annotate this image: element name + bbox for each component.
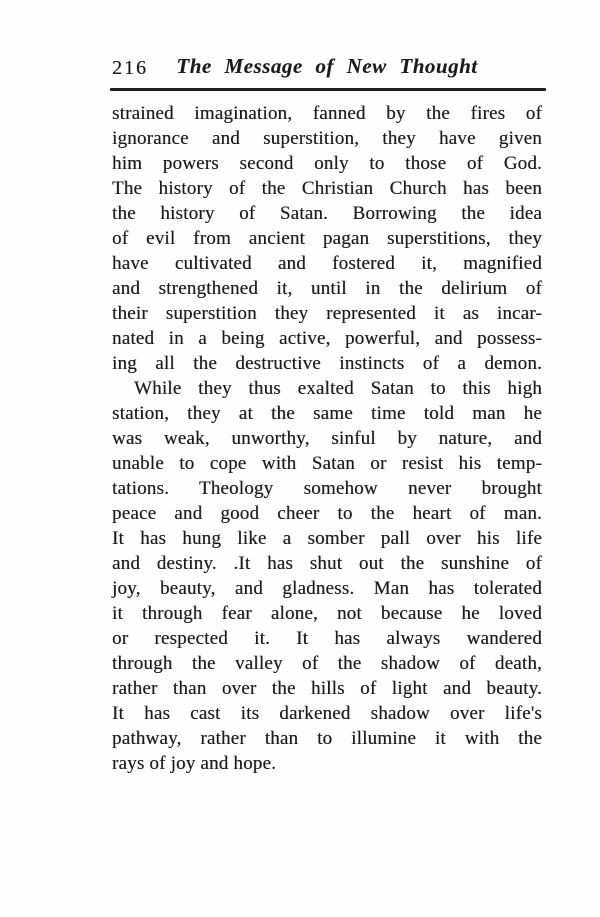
- header-rule: [110, 88, 546, 91]
- page-number: 216: [112, 57, 148, 79]
- text-line: or respected it. It has always wandered: [112, 628, 542, 649]
- text-line: It has cast its darkened shadow over life's: [112, 703, 542, 724]
- text-line: peace and good cheer to the heart of man.: [112, 503, 542, 524]
- text-line: their superstition they represented it as incar-: [112, 303, 542, 324]
- text-line: and strengthened it, until in the delirium of: [112, 278, 542, 299]
- text-line: strained imagination, fanned by the fires of: [112, 103, 542, 124]
- text-line: it through fear alone, not because he loved: [112, 603, 542, 624]
- running-header: [112, 54, 542, 82]
- text-line: nated in a being active, powerful, and possess-: [112, 328, 542, 349]
- running-title: The Message of New Thought: [176, 54, 478, 78]
- text-line: pathway, rather than to illumine it with the: [112, 728, 542, 749]
- text-line: station, they at the same time told man he: [112, 403, 542, 424]
- text-line: him powers second only to those of God.: [112, 153, 542, 174]
- text-line: It has hung like a somber pall over his life: [112, 528, 542, 549]
- text-line: and destiny. .It has shut out the sunshine of: [112, 553, 542, 574]
- text-line: unable to cope with Satan or resist his temp-: [112, 453, 542, 474]
- text-line: tations. Theology somehow never brought: [112, 478, 542, 499]
- text-line: rather than over the hills of light and beauty.: [112, 678, 542, 699]
- body-text: [112, 101, 542, 776]
- text-line: have cultivated and fostered it, magnified: [112, 253, 542, 274]
- text-line: While they thus exalted Satan to this high: [134, 378, 542, 399]
- text-line: The history of the Christian Church has been: [112, 178, 542, 199]
- text-line: rays of joy and hope.: [112, 753, 277, 774]
- text-line: through the valley of the shadow of death,: [112, 653, 542, 674]
- paragraph: [112, 101, 542, 376]
- text-line: of evil from ancient pagan superstitions, they: [112, 228, 542, 249]
- paragraph: [112, 376, 542, 776]
- text-line: ing all the destructive instincts of a demon.: [112, 353, 542, 374]
- text-line: the history of Satan. Borrowing the idea: [112, 203, 542, 224]
- text-line: joy, beauty, and gladness. Man has tolerated: [112, 578, 542, 599]
- text-line: ignorance and superstition, they have given: [112, 128, 542, 149]
- text-line: was weak, unworthy, sinful by nature, and: [112, 428, 542, 449]
